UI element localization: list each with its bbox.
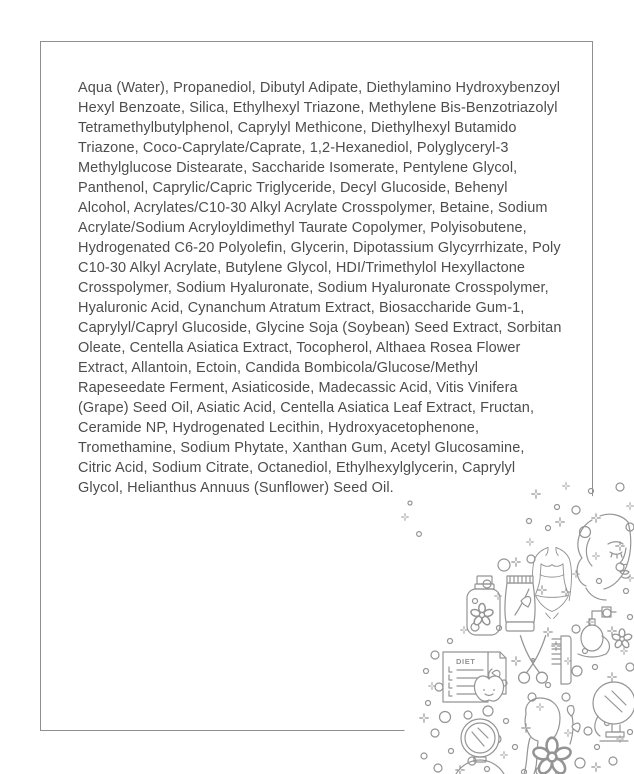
cosmetic-tube-icon [505,576,535,631]
beauty-icons-illustration [380,470,634,774]
ingredients-text: Aqua (Water), Propanediol, Dibutyl Adipate, Diethylamino Hydroxybenzoyl Hexyl Benzoate, Silica, Ethylhexyl Triazone, Methylene Bis-Benzotriazolyl Tetramethylbutylphenol, Caprylyl Methicone, Diethylhexyl Butamido Triazone, Coco-Caprylate/Caprate, 1,2-Hexanediol, Polyglyceryl-3 Methylglucose Distearate, Saccharide Isomerate, Pentylene Glycol, Panthenol, Caprylic/Capric Triglyceride, Decyl Glucoside, Behenyl Alcohol, Acrylates/C10-30 Alkyl Acrylate Crosspolymer, Betaine, Sodium Acrylate/Sodium Acryloyldimethyl Taurate Copolymer, Polyisobutene, Hydrogenated C6-20 Polyolefin, Glycerin, Dipotassium Glycyrrhizate, Poly C10-30 Alkyl Acrylate, Butylene Glycol, HDI/Trimethylol Hexyllactone Crosspolymer, Sodium Hyaluronate, Sodium Hyaluronate Crosspolymer, Hyaluronic Acid, Cynanchum Atratum Extract, Biosaccharide Gum-1, Caprylyl/Capryl Glucoside, Glycine Soja (Soybean) Seed Extract, Sorbitan Oleate, Centella Asiatica Extract, Tocopherol, Althaea Rosea Flower Extract, Allantoin, Ectoin, Candida Bombicola/Glucose/Methyl Rapeseedate Ferment, Asiaticoside, Madecassic Acid, Vitis Vinifera (Grape) Seed Oil, Asiatic Acid, Centella Asiatica Leaf Extract, Fructan, Ceramide NP, Hydrogenated Lecithin, Hydroxyacetophenone, Tromethamine, Sodium Phytate, Xanthan Gum, Acetyl Glucosamine, Citric Acid, Sodium Citrate, Octanediol, Ethylhexylglycerin, Caprylyl Glycol, Helianthus Annuus (Sunflower) Seed Oil. [78,80,562,496]
diet-label: DIET [456,657,476,666]
